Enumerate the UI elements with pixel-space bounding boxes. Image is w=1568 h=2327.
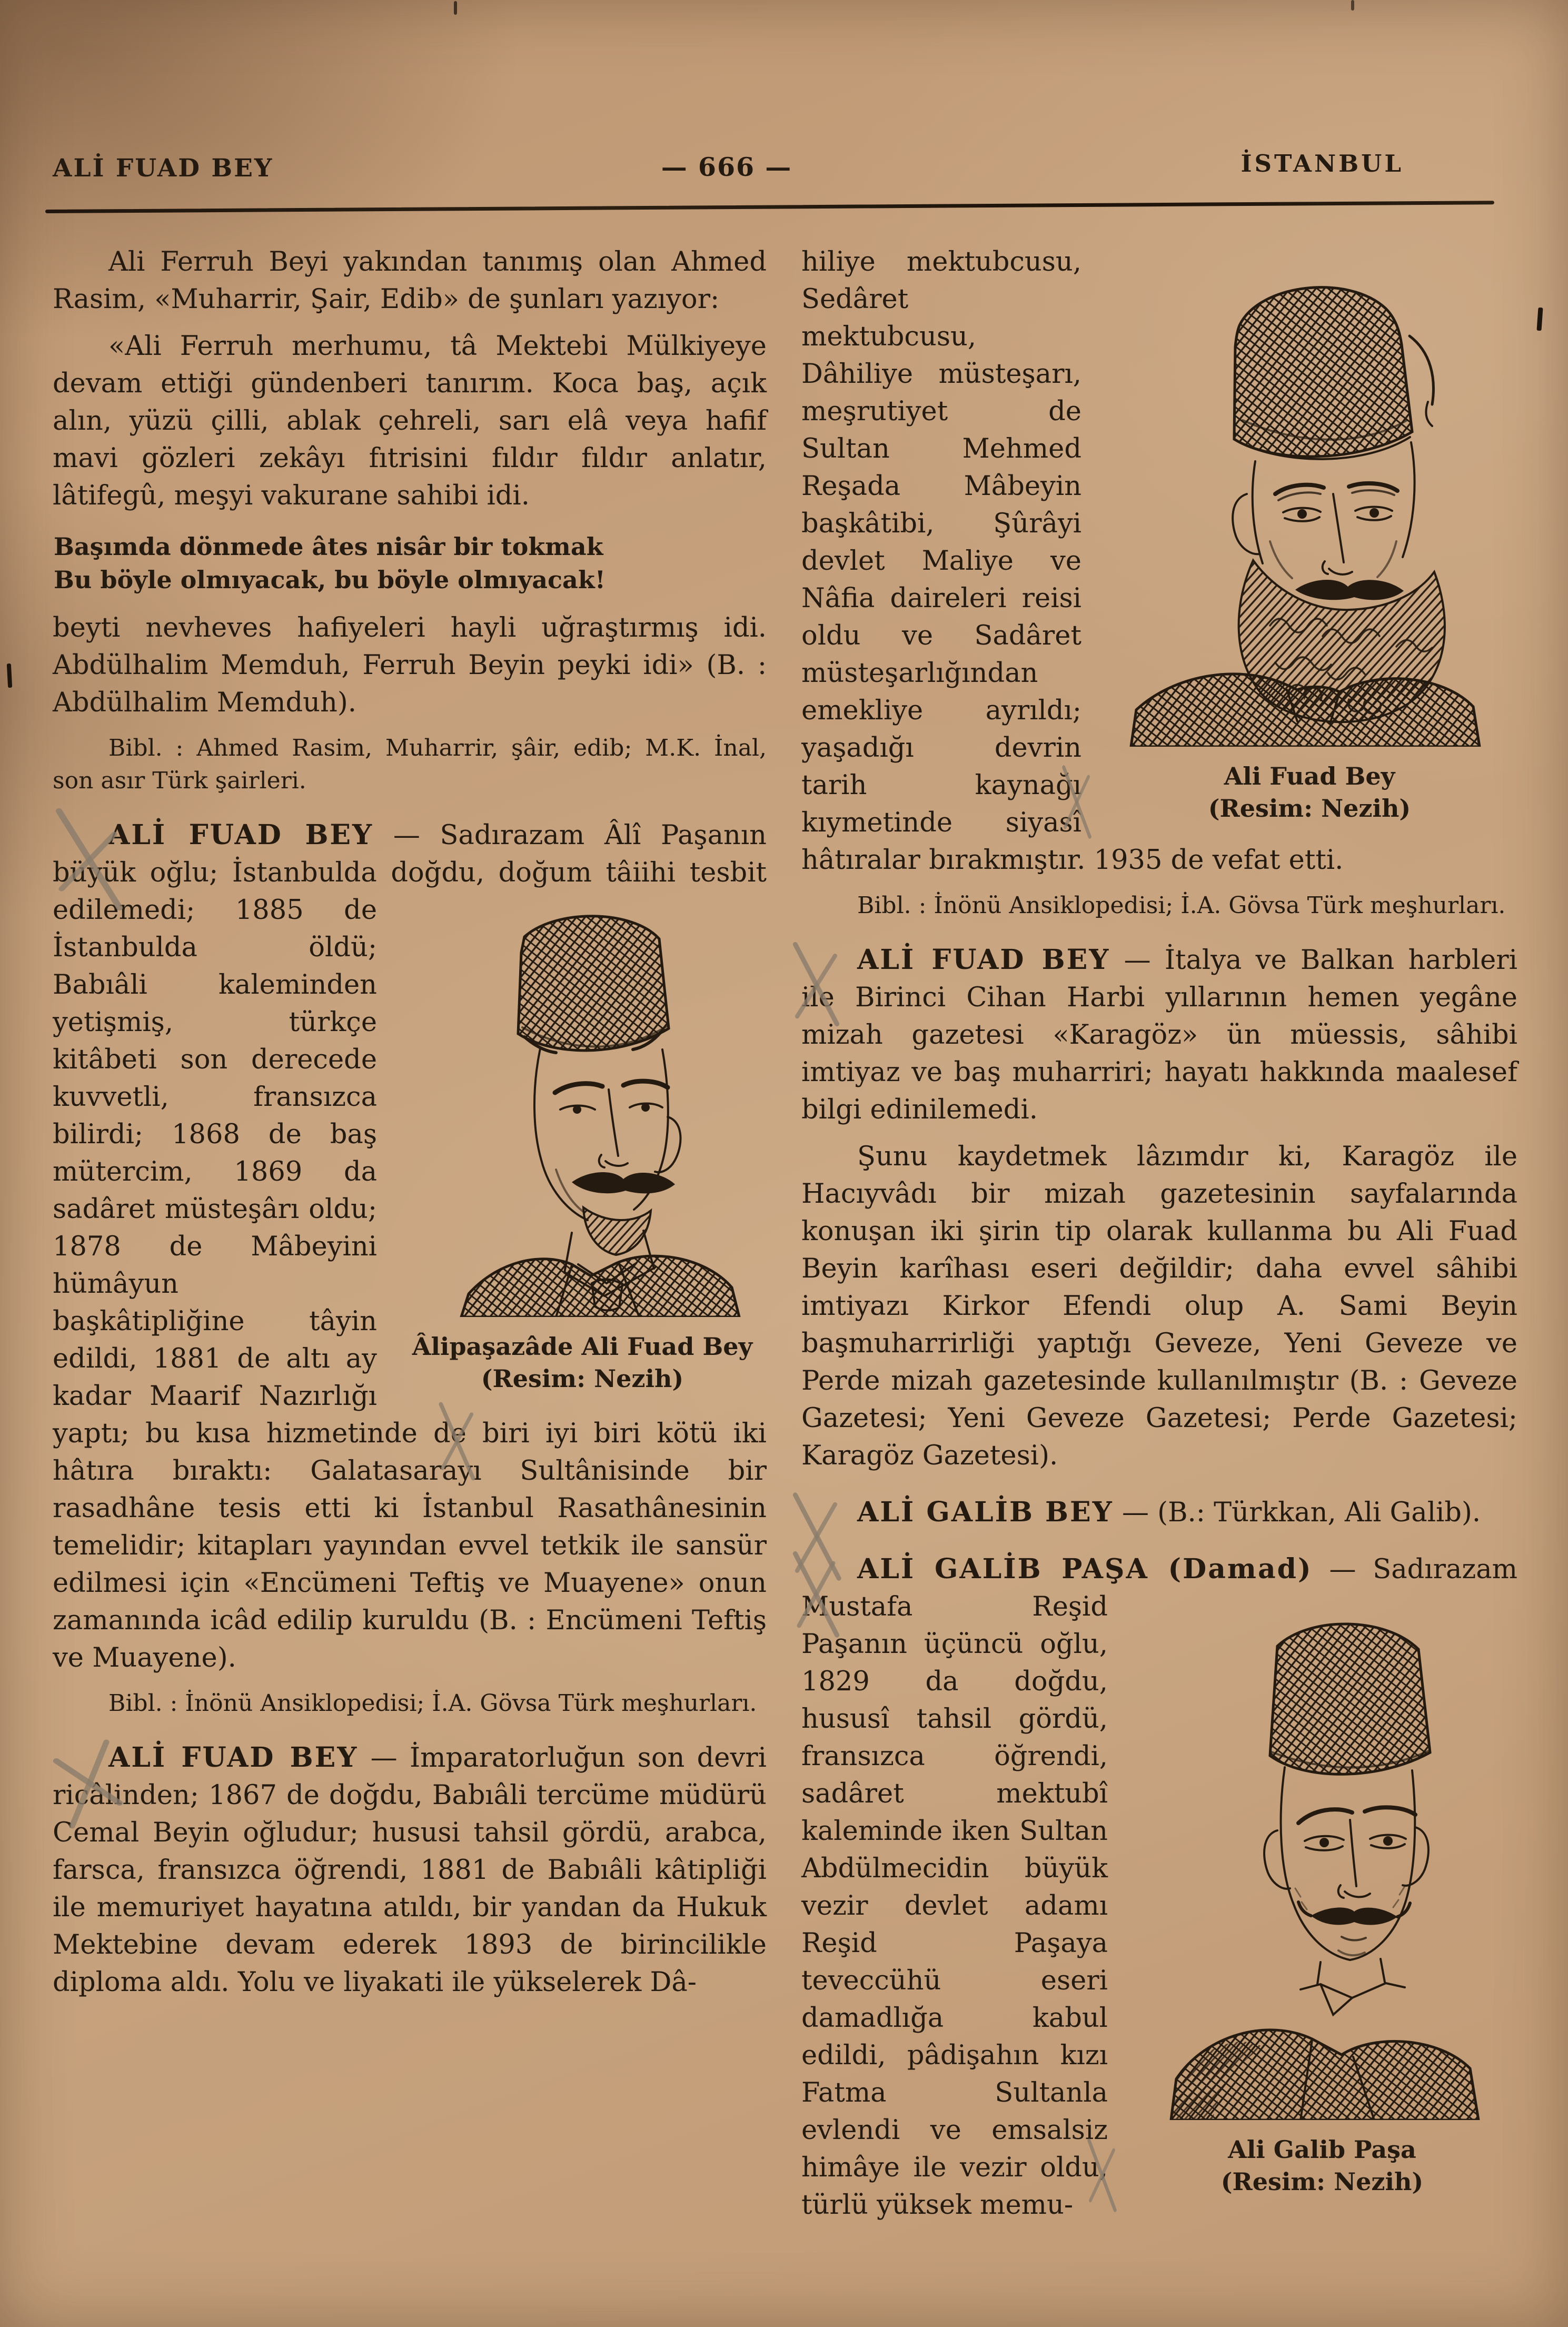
header-rule	[45, 201, 1494, 213]
entry-text: Mustafa Reşid Paşanın üçüncü oğlu, 1829 da doğdu, hususî tahsil gördü, fransızca öğrendi, sadâret mektubî kaleminde iken Sultan Abdülmecidin büyük vezir devlet adamı Reşid Paşaya teveccühü eseri damadlığa kabul edildi, pâdişahın kızı Fatma Sultanla evlendi ve emsalsiz himâye ile vezir oldu, türlü yüksek memu-	[801, 1591, 1108, 2221]
caption-name: Âlipaşazâde Ali Fuad Bey	[412, 1332, 753, 1361]
entry-continuation-dahiliye	[801, 243, 1517, 879]
portrait-illustration	[1127, 1593, 1517, 2120]
right-column	[801, 243, 1517, 2224]
entry-ali-galib-bey	[801, 1493, 1517, 1531]
verse-couplet	[54, 530, 767, 597]
portrait-caption	[398, 1331, 767, 1395]
portrait-caption	[1127, 2134, 1517, 2198]
entry-text: — İmparatorluğun son devri ricâlinden; 1867 de doğdu, Babıâli tercüme müdürü Cemal Beyin oğludur; hususi tahsil gördü, arabca, farsca, fransızca öğrendi, 1881 de Babıâli kâtipliği ile memuriyet hayatına atıldı, bir yandan da Hukuk Mektebine devam ederek 1893 de birincilikle diploma aldı. Yolu ve liyakati ile yükselerek Dâ-	[53, 1742, 767, 1998]
entry-ali-fuad-bey-alipasazade	[53, 816, 767, 1677]
ink-speck	[1351, 0, 1354, 11]
bibliography-note: Bibl. : İnönü Ansiklopedisi; İ.A. Gövsa Türk meşhurları.	[857, 892, 1506, 919]
caption-name: Ali Fuad Bey	[1224, 762, 1395, 790]
entry-text: — İtalya ve Balkan harbleri ile Birinci Cihan Harbi yıllarının hemen yegâne mizah gazetesi «Karagöz» ün müessis, sâhibi imtiyaz ve baş muharriri; hayatı hakkında maalesef bilgi edinilemedi.	[801, 945, 1517, 1125]
pencil-x-mark	[788, 1546, 845, 1641]
paragraph-ali-ferruh-intro: Ali Ferruh Beyi yakından tanımış olan Ahmed Rasim, «Muharrir, Şair, Edib» de şunları yazıyor:	[53, 246, 767, 315]
portrait-ali-fuad-bey	[1101, 246, 1517, 825]
paragraph-beyti: beyti nevheves hafiyeleri hayli uğraştırmış idi. Abdülhalim Memduh, Ferruh Beyin peyki idi» (B. : Abdülhalim Memduh).	[53, 612, 767, 718]
paragraph-sunu-kaydetmek: Şunu kaydetmek lâzımdır ki, Karagöz ile Hacıyvâdı bir mizah gazetesinin sayfalarında konuşan iki şirin tip olarak kullanma bu Ali Fuad Beyin karîhası eseri değildir; daha evvel sâhibi imtiyazı Kirkor Efendi olup A. Sami Beyin başmuharrirliği yaptığı Geveze, Yeni Geveze ve Perde mizah gazetesinde kullanılmıştır (B. : Geveze Gazetesi; Yeni Geveze Gazetesi; Perde Gazetesi; Karagöz Gazetesi).	[801, 1141, 1517, 1471]
caption-artist: (Resim: Nezih)	[1220, 2167, 1424, 2196]
portrait-alipasazade-ali-fuad-bey	[398, 896, 767, 1395]
caption-artist: (Resim: Nezih)	[1208, 794, 1411, 823]
ink-speck	[454, 1, 457, 15]
entry-text: tâiihi tesbit edilemedi; 1885 de İstanbulda öldü; Babıâli kaleminden yetişmiş, türkçe kitâbeti son derecede kuvvetli, fransızca bilirdi; 1868 de baş mütercim, 1869 da sadâret müsteşârı oldu; 1878 de Mâbeyini hümâyun başkâtipliğine tâyin edildi, 1881 de altı ay kadar Maarif Nazırlığı yaptı; bu kısa hizmetinde de biri iyi biri kötü iki hâtıra bıraktı: Galatasarayı Sultânisinde bir rasadhâne tesis etti ki İstanbul Rasathânesinin temelidir; kitapları yayından evvel tetkik ile sansür edilmesi için «Encümeni Teftiş ve Muayene» onun zamanında icâd edilip kuruldu (B. : Encümeni Teftiş ve Muayene).	[53, 857, 767, 1674]
pencil-x-mark	[788, 937, 845, 1032]
pencil-x-mark	[48, 1729, 127, 1835]
pencil-x-mark	[433, 1399, 481, 1483]
entry-ali-fuad-bey-karagoz	[801, 941, 1517, 1128]
caption-artist: (Resim: Nezih)	[481, 1364, 684, 1393]
portrait-illustration	[1101, 246, 1517, 747]
portrait-illustration	[398, 896, 767, 1317]
page-number: — 666 —	[661, 152, 792, 182]
entry-heading: ALİ FUAD BEY	[108, 819, 374, 851]
pencil-x-mark	[1057, 763, 1096, 841]
entry-text: — Sadırazam Âlî Paşanın büyük oğlu; İstanbulda doğdu, doğum	[53, 820, 767, 888]
ink-speck	[7, 664, 12, 688]
running-head-left: ALİ FUAD BEY	[53, 154, 274, 183]
entry-heading: ALİ FUAD BEY	[857, 944, 1110, 976]
running-head-right: İSTANBUL	[1240, 150, 1404, 177]
entry-ali-fuad-bey-rical	[53, 1739, 767, 2001]
ink-speck	[1536, 308, 1543, 331]
verse-line: Bu böyle olmıyacak, bu böyle olmıyacak!	[54, 566, 606, 594]
entry-heading: ALİ GALİB PAŞA (Damad)	[857, 1553, 1313, 1585]
portrait-caption	[1101, 760, 1517, 825]
entry-text: — Sadırazam	[1312, 1554, 1518, 1585]
entry-heading: ALİ GALİB BEY	[857, 1496, 1114, 1528]
bibliography-note: Bibl. : İnönü Ansiklopedisi; İ.A. Gövsa Türk meşhurları.	[108, 1690, 757, 1717]
paragraph-ahmed-rasim-quote: «Ali Ferruh merhumu, tâ Mektebi Mülkiyeye devam ettiği gündenberi tanırım. Koca baş, açık alın, yüzü çilli, ablak çehreli, sarı elâ veya hafif mavi gözleri zekâyı fıtrisini fıldır fıldır anlatır, lâtifegû, meşyi vakurane sahibi idi.	[53, 331, 767, 511]
entry-text: — (B.: Türkkan, Ali Galib).	[1113, 1497, 1481, 1528]
verse-line: Başımda dönmede âtes nisâr bir tokmak	[54, 532, 603, 561]
entry-ali-galib-pasa	[801, 1550, 1517, 2224]
entry-text: hiliye mektubcusu, Sedâret mektubcusu, Dâhiliye müsteşarı, meşrutiyet de Sultan Mehmed Reşada Mâbeyin başkâtibi, Şûrâyi devlet Maliye ve Nâfia daireleri reisi oldu ve Sadâret müsteşarlığından emekliye ayrıldı; yaşadığı devrin tarih kaynağı kıymetinde siyasî hâtıralar bırakmıştır. 1935 de vefat etti.	[801, 246, 1344, 876]
portrait-ali-galib-pasa	[1127, 1593, 1517, 2198]
pencil-x-mark	[48, 807, 127, 912]
caption-name: Ali Galib Paşa	[1228, 2135, 1416, 2164]
pencil-x-mark	[1083, 2136, 1122, 2215]
entry-heading: ALİ FUAD BEY	[108, 1741, 359, 1774]
bibliography-note: Bibl. : Ahmed Rasim, Muharrir, şâir, edib; M.K. İnal, son asır Türk şairleri.	[53, 735, 767, 794]
left-column	[53, 243, 767, 2001]
